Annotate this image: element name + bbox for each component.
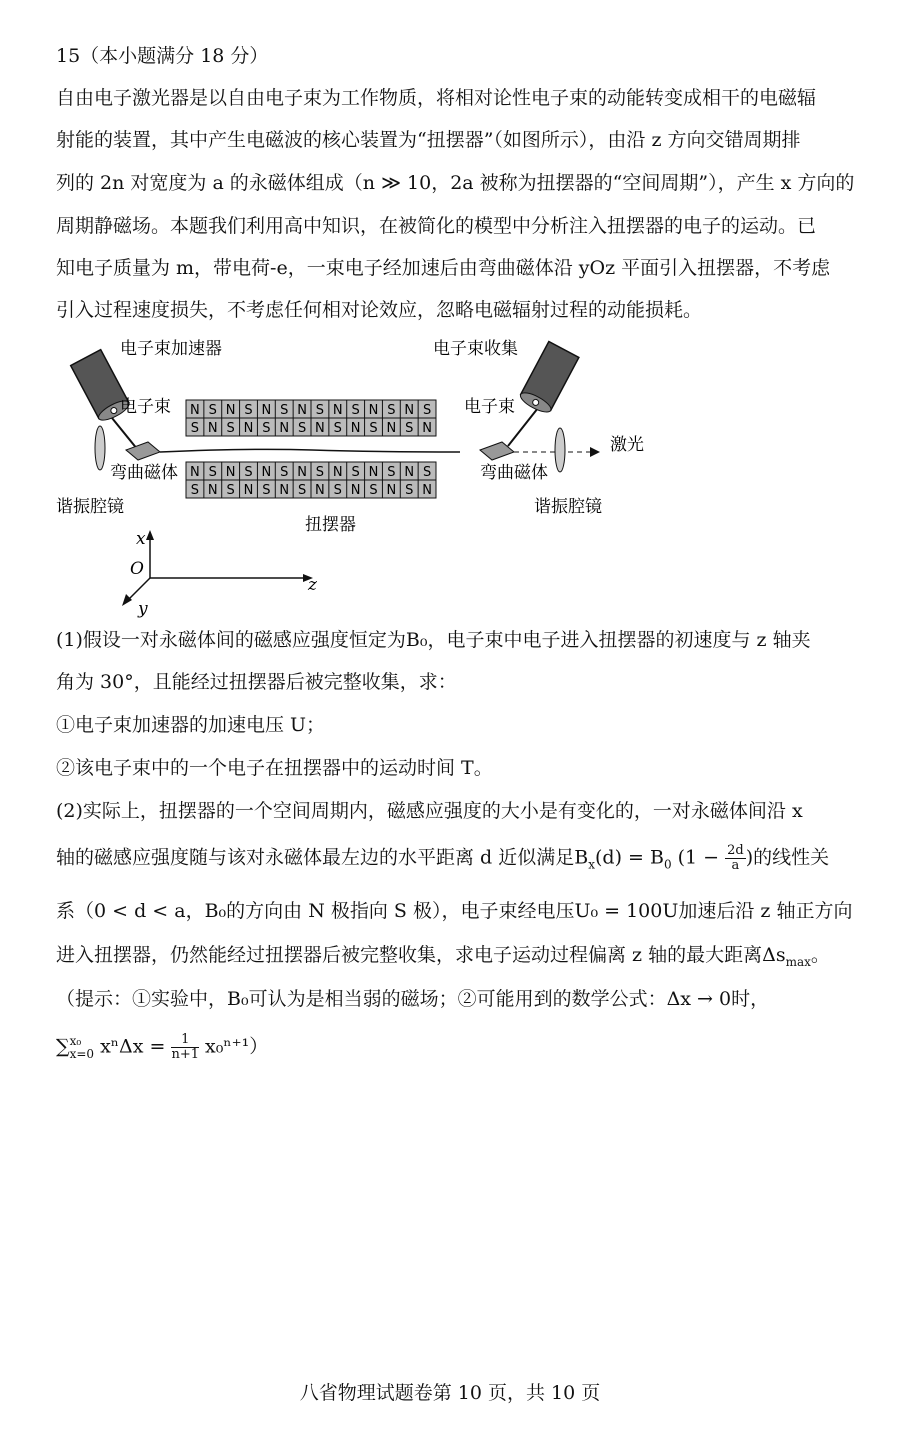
q2-max-sub: max xyxy=(785,954,811,969)
label-collector: 电子束收集 xyxy=(433,339,518,359)
q2-sum-symbol: ∑ xyxy=(56,1035,70,1058)
label-mirror-left: 谐振腔镜 xyxy=(56,497,124,517)
magnet-pole-label: S xyxy=(190,483,200,498)
q2-hint-2 xyxy=(56,1033,856,1062)
wiggler-figure xyxy=(50,330,670,620)
magnet-pole-label: S xyxy=(315,465,325,480)
page-footer: 八省物理试题卷第 10 页，共 10 页 xyxy=(299,1382,601,1404)
q2-bx-sub: x xyxy=(588,857,595,872)
magnet-pole-label: S xyxy=(333,483,342,498)
label-accelerator: 电子束加速器 xyxy=(120,339,222,359)
magnet-pole-label: S xyxy=(244,465,253,480)
magnet-pole-label: N xyxy=(190,465,200,480)
magnet-pole-label: S xyxy=(297,421,307,436)
q2-line-4 xyxy=(56,943,856,974)
magnet-pole-label: S xyxy=(262,421,271,436)
collector-cylinder-right xyxy=(518,341,579,415)
magnet-pole-label: N xyxy=(297,403,307,418)
magnet-pole-label: S xyxy=(315,403,325,418)
q2-line-4-pre: 进入扭摆器，仍然能经过扭摆器后被完整收集，求电子运动过程偏离 z 轴的最大距离Δs xyxy=(56,944,786,966)
magnet-pole-label: S xyxy=(405,421,414,436)
magnet-pole-label: S xyxy=(280,403,289,418)
magnet-pole-label: N xyxy=(404,465,415,480)
magnet-pole-label: N xyxy=(279,483,290,498)
intro-line-6: 引入过程速度损失，不考虑任何相对论效应，忽略电磁辐射过程的动能损耗。 xyxy=(56,299,703,321)
magnet-pole-label: S xyxy=(262,483,271,498)
magnet-pole-label: N xyxy=(315,421,325,436)
q2-hint-2-post: x₀ⁿ⁺¹） xyxy=(199,1035,269,1058)
magnet-pole-label: N xyxy=(368,403,379,418)
q2-line-3: 系（0 < d < a，B₀的方向由 N 极指向 S 极），电子束经电压U₀ = 100U加速后沿 z 轴正方向 xyxy=(56,900,853,922)
magnet-pole-label: N xyxy=(225,465,236,480)
magnet-pole-label: S xyxy=(226,421,235,436)
label-bend-left: 弯曲磁体 xyxy=(110,463,178,483)
magnet-pole-label: N xyxy=(368,465,379,480)
magnet-pole-label: S xyxy=(369,421,378,436)
q2-sum-sub: x=0 xyxy=(69,1046,95,1061)
magnet-pole-label: N xyxy=(279,421,290,436)
mirror-right xyxy=(555,428,565,472)
q2-line-2-post: )的线性关 xyxy=(745,846,830,869)
magnet-pole-label: S xyxy=(351,465,360,480)
q2-sum-sup: x₀ xyxy=(69,1033,82,1048)
label-wiggler: 扭摆器 xyxy=(305,515,356,535)
intro-line-3: 列的 2n 对宽度为 a 的永磁体组成（n ≫ 10，2a 被称为扭摆器的“空间周期”），产生 x 方向的 xyxy=(56,172,855,194)
magnet-pole-label: S xyxy=(208,465,217,480)
magnet-pole-label: N xyxy=(315,483,325,498)
magnet-pole-label: S xyxy=(280,465,289,480)
label-beam-right: 电子束 xyxy=(464,397,515,417)
axis-label-y: y xyxy=(138,599,148,619)
q2-line-4-post: 。 xyxy=(810,944,830,966)
magnet-pole-label: S xyxy=(422,403,432,418)
q2-line-1: (2)实际上，扭摆器的一个空间周期内，磁感应强度的大小是有变化的，一对永磁体间沿 x xyxy=(56,800,803,822)
magnet-pole-label: S xyxy=(226,483,235,498)
magnet-pole-label: S xyxy=(387,465,396,480)
q2-frac-num: 2d xyxy=(727,843,744,858)
q1-line-1: (1)假设一对永磁体间的磁感应强度恒定为B₀，电子束中电子进入扭摆器的初速度与 z 轴夹 xyxy=(56,629,811,651)
magnet-pole-label: N xyxy=(190,403,200,418)
magnet-pole-label: N xyxy=(261,465,272,480)
magnet-pole-label: S xyxy=(297,483,307,498)
magnet-pole-label: N xyxy=(332,465,343,480)
intro-line-1: 自由电子激光器是以自由电子束为工作物质，将相对论性电子束的动能转变成相干的电磁辐 xyxy=(56,87,817,109)
magnet-pole-label: N xyxy=(243,421,254,436)
magnet-pole-label: S xyxy=(369,483,378,498)
intro-line-5: 知电子质量为 m，带电荷-e，一束电子经加速后由弯曲磁体沿 yOz 平面引入扭摆器，不考虑 xyxy=(56,257,831,279)
coordinate-axes xyxy=(122,529,318,619)
laser-arrow-icon xyxy=(590,447,600,457)
q2-b0-sub: 0 xyxy=(663,857,672,872)
axis-label-o: O xyxy=(130,559,144,579)
magnet-pole-label: N xyxy=(332,403,343,418)
electron-beam-path xyxy=(160,449,460,452)
q2-frac-den: a xyxy=(731,858,740,873)
axis-label-z: z xyxy=(308,575,317,595)
intro-line-2: 射能的装置，其中产生电磁波的核心装置为“扭摆器”（如图所示），由沿 z 方向交错周期排 xyxy=(56,129,801,151)
q2-hint-frac-num: 1 xyxy=(171,1033,199,1048)
magnet-pole-label: N xyxy=(225,403,236,418)
magnet-pole-label: N xyxy=(297,465,307,480)
magnet-pole-label: N xyxy=(207,421,218,436)
q1-line-2: 角为 30°，且能经过扭摆器后被完整收集，求： xyxy=(56,671,457,693)
magnet-pole-label: N xyxy=(207,483,218,498)
magnet-pole-label: N xyxy=(350,483,361,498)
mirror-left xyxy=(95,426,105,470)
q2-hint-1: （提示：①实验中，B₀可认为是相当弱的磁场；②可能用到的数学公式：Δx → 0时， xyxy=(56,988,770,1010)
magnet-pole-label: S xyxy=(190,421,200,436)
q2-fraction xyxy=(725,844,746,873)
magnet-pole-label: N xyxy=(422,483,432,498)
magnet-pole-label: N xyxy=(350,421,361,436)
magnet-pole-label: N xyxy=(243,483,254,498)
magnet-pole-label: S xyxy=(208,403,217,418)
q1-item-1: ①电子束加速器的加速电压 U； xyxy=(56,714,326,736)
q1-item-2: ②该电子束中的一个电子在扭摆器中的运动时间 T。 xyxy=(56,757,493,779)
q2-hint-fraction xyxy=(171,1033,199,1062)
magnet-pole-label: S xyxy=(333,421,342,436)
q2-line-2 xyxy=(56,844,856,876)
q2-line-2-pre: 轴的磁感应强度随与该对永磁体最左边的水平距离 d 近似满足B xyxy=(56,846,589,869)
label-mirror-right: 谐振腔镜 xyxy=(534,497,602,517)
magnet-pole-label: S xyxy=(351,403,360,418)
magnet-pole-label: N xyxy=(386,421,397,436)
q2-line-2-mid: (d) = B xyxy=(595,846,664,869)
q2-paren-open: (1 − xyxy=(671,846,726,869)
q2-hint-2-mid: xⁿΔx = xyxy=(94,1035,172,1058)
magnet-pole-label: S xyxy=(244,403,253,418)
label-beam-left: 电子束 xyxy=(120,397,171,417)
label-laser: 激光 xyxy=(610,435,644,455)
magnet-pole-label: N xyxy=(422,421,432,436)
magnet-pole-label: S xyxy=(387,403,396,418)
intro-line-4: 周期静磁场。本题我们利用高中知识，在被简化的模型中分析注入扭摆器的电子的运动。已 xyxy=(56,215,817,237)
magnet-pole-label: S xyxy=(422,465,432,480)
question-title: 15（本小题满分 18 分） xyxy=(56,45,269,67)
q2-hint-frac-den: n+1 xyxy=(171,1047,200,1062)
magnet-pole-label: N xyxy=(386,483,397,498)
magnet-pole-label: N xyxy=(261,403,272,418)
magnet-pole-label: N xyxy=(404,403,415,418)
bending-magnet-left xyxy=(126,442,160,460)
axis-label-x: x xyxy=(136,529,146,549)
magnet-pole-label: S xyxy=(405,483,414,498)
label-bend-right: 弯曲磁体 xyxy=(480,463,548,483)
